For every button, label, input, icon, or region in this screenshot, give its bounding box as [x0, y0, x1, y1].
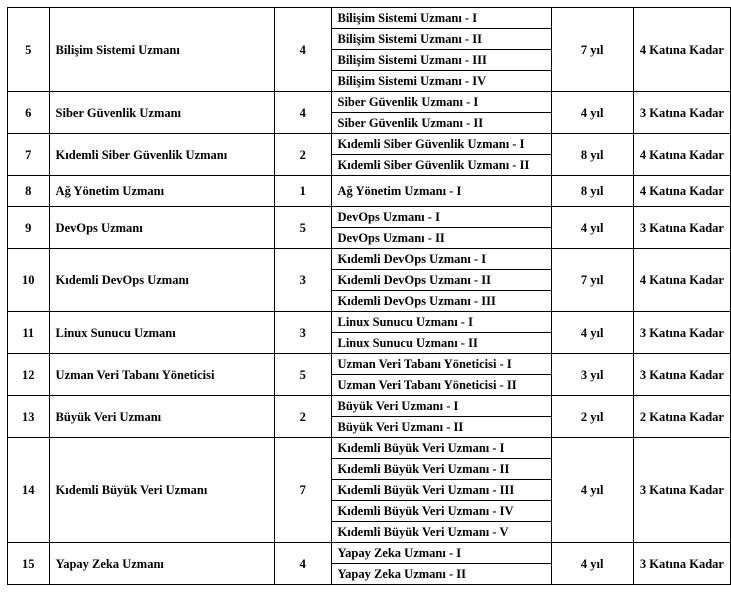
position-level: Bilişim Sistemi Uzmanı - III — [331, 50, 551, 71]
table-row — [8, 92, 731, 113]
positions-table — [7, 7, 731, 585]
experience-years: 4 yıl — [551, 312, 633, 354]
position-level: Kıdemli Büyük Veri Uzmanı - I — [331, 438, 551, 459]
row-number: 14 — [8, 438, 50, 543]
row-number: 5 — [8, 8, 50, 92]
salary-multiplier: 3 Katına Kadar — [633, 92, 730, 134]
table-row — [8, 207, 731, 228]
position-level: Bilişim Sistemi Uzmanı - II — [331, 29, 551, 50]
position-level: Bilişim Sistemi Uzmanı - I — [331, 8, 551, 29]
position-count: 2 — [275, 134, 331, 176]
position-level: Kıdemli Büyük Veri Uzmanı - III — [331, 480, 551, 501]
position-level: Yapay Zeka Uzmanı - II — [331, 564, 551, 585]
salary-multiplier: 3 Katına Kadar — [633, 312, 730, 354]
position-title: Kıdemli Büyük Veri Uzmanı — [49, 438, 275, 543]
position-level: Linux Sunucu Uzmanı - I — [331, 312, 551, 333]
salary-multiplier: 3 Katına Kadar — [633, 207, 730, 249]
experience-years: 2 yıl — [551, 396, 633, 438]
salary-multiplier: 4 Katına Kadar — [633, 134, 730, 176]
position-level: Kıdemli Büyük Veri Uzmanı - IV — [331, 501, 551, 522]
position-count: 4 — [275, 8, 331, 92]
positions-table-body — [8, 8, 731, 585]
row-number: 11 — [8, 312, 50, 354]
experience-years: 4 yıl — [551, 543, 633, 585]
table-row — [8, 354, 731, 375]
position-level: Yapay Zeka Uzmanı - I — [331, 543, 551, 564]
position-title: Linux Sunucu Uzmanı — [49, 312, 275, 354]
position-title: DevOps Uzmanı — [49, 207, 275, 249]
position-title: Büyük Veri Uzmanı — [49, 396, 275, 438]
position-level: Bilişim Sistemi Uzmanı - IV — [331, 71, 551, 92]
position-title: Kıdemli DevOps Uzmanı — [49, 249, 275, 312]
table-row — [8, 396, 731, 417]
row-number: 7 — [8, 134, 50, 176]
experience-years: 4 yıl — [551, 207, 633, 249]
position-count: 5 — [275, 207, 331, 249]
position-level: DevOps Uzmanı - II — [331, 228, 551, 249]
salary-multiplier: 2 Katına Kadar — [633, 396, 730, 438]
salary-multiplier: 3 Katına Kadar — [633, 354, 730, 396]
position-level: Büyük Veri Uzmanı - II — [331, 417, 551, 438]
table-row — [8, 134, 731, 155]
position-level: Uzman Veri Tabanı Yöneticisi - I — [331, 354, 551, 375]
table-row — [8, 8, 731, 29]
position-level: Kıdemli DevOps Uzmanı - II — [331, 270, 551, 291]
position-level: Büyük Veri Uzmanı - I — [331, 396, 551, 417]
experience-years: 3 yıl — [551, 354, 633, 396]
position-level: Siber Güvenlik Uzmanı - I — [331, 92, 551, 113]
position-count: 3 — [275, 249, 331, 312]
position-level: Linux Sunucu Uzmanı - II — [331, 333, 551, 354]
position-title: Uzman Veri Tabanı Yöneticisi — [49, 354, 275, 396]
position-level: Kıdemli DevOps Uzmanı - III — [331, 291, 551, 312]
position-title: Ağ Yönetim Uzmanı — [49, 176, 275, 207]
position-level: Ağ Yönetim Uzmanı - I — [331, 176, 551, 207]
salary-multiplier: 4 Katına Kadar — [633, 249, 730, 312]
position-level: Kıdemli Büyük Veri Uzmanı - II — [331, 459, 551, 480]
position-count: 4 — [275, 543, 331, 585]
experience-years: 4 yıl — [551, 92, 633, 134]
row-number: 8 — [8, 176, 50, 207]
table-row — [8, 176, 731, 207]
row-number: 6 — [8, 92, 50, 134]
position-title: Bilişim Sistemi Uzmanı — [49, 8, 275, 92]
position-count: 1 — [275, 176, 331, 207]
table-row — [8, 438, 731, 459]
experience-years: 8 yıl — [551, 176, 633, 207]
position-title: Yapay Zeka Uzmanı — [49, 543, 275, 585]
experience-years: 8 yıl — [551, 134, 633, 176]
salary-multiplier: 4 Katına Kadar — [633, 8, 730, 92]
position-count: 4 — [275, 92, 331, 134]
position-level: Kıdemli Siber Güvenlik Uzmanı - I — [331, 134, 551, 155]
position-level: DevOps Uzmanı - I — [331, 207, 551, 228]
position-level: Siber Güvenlik Uzmanı - II — [331, 113, 551, 134]
position-count: 7 — [275, 438, 331, 543]
position-count: 5 — [275, 354, 331, 396]
row-number: 10 — [8, 249, 50, 312]
position-count: 3 — [275, 312, 331, 354]
salary-multiplier: 3 Katına Kadar — [633, 438, 730, 543]
position-title: Kıdemli Siber Güvenlik Uzmanı — [49, 134, 275, 176]
position-count: 2 — [275, 396, 331, 438]
table-row — [8, 249, 731, 270]
experience-years: 7 yıl — [551, 249, 633, 312]
position-title: Siber Güvenlik Uzmanı — [49, 92, 275, 134]
table-row — [8, 312, 731, 333]
salary-multiplier: 3 Katına Kadar — [633, 543, 730, 585]
row-number: 13 — [8, 396, 50, 438]
experience-years: 4 yıl — [551, 438, 633, 543]
salary-multiplier: 4 Katına Kadar — [633, 176, 730, 207]
position-level: Kıdemli DevOps Uzmanı - I — [331, 249, 551, 270]
experience-years: 7 yıl — [551, 8, 633, 92]
row-number: 12 — [8, 354, 50, 396]
position-level: Kıdemli Büyük Veri Uzmanı - V — [331, 522, 551, 543]
position-level: Uzman Veri Tabanı Yöneticisi - II — [331, 375, 551, 396]
row-number: 9 — [8, 207, 50, 249]
table-row — [8, 543, 731, 564]
position-level: Kıdemli Siber Güvenlik Uzmanı - II — [331, 155, 551, 176]
row-number: 15 — [8, 543, 50, 585]
